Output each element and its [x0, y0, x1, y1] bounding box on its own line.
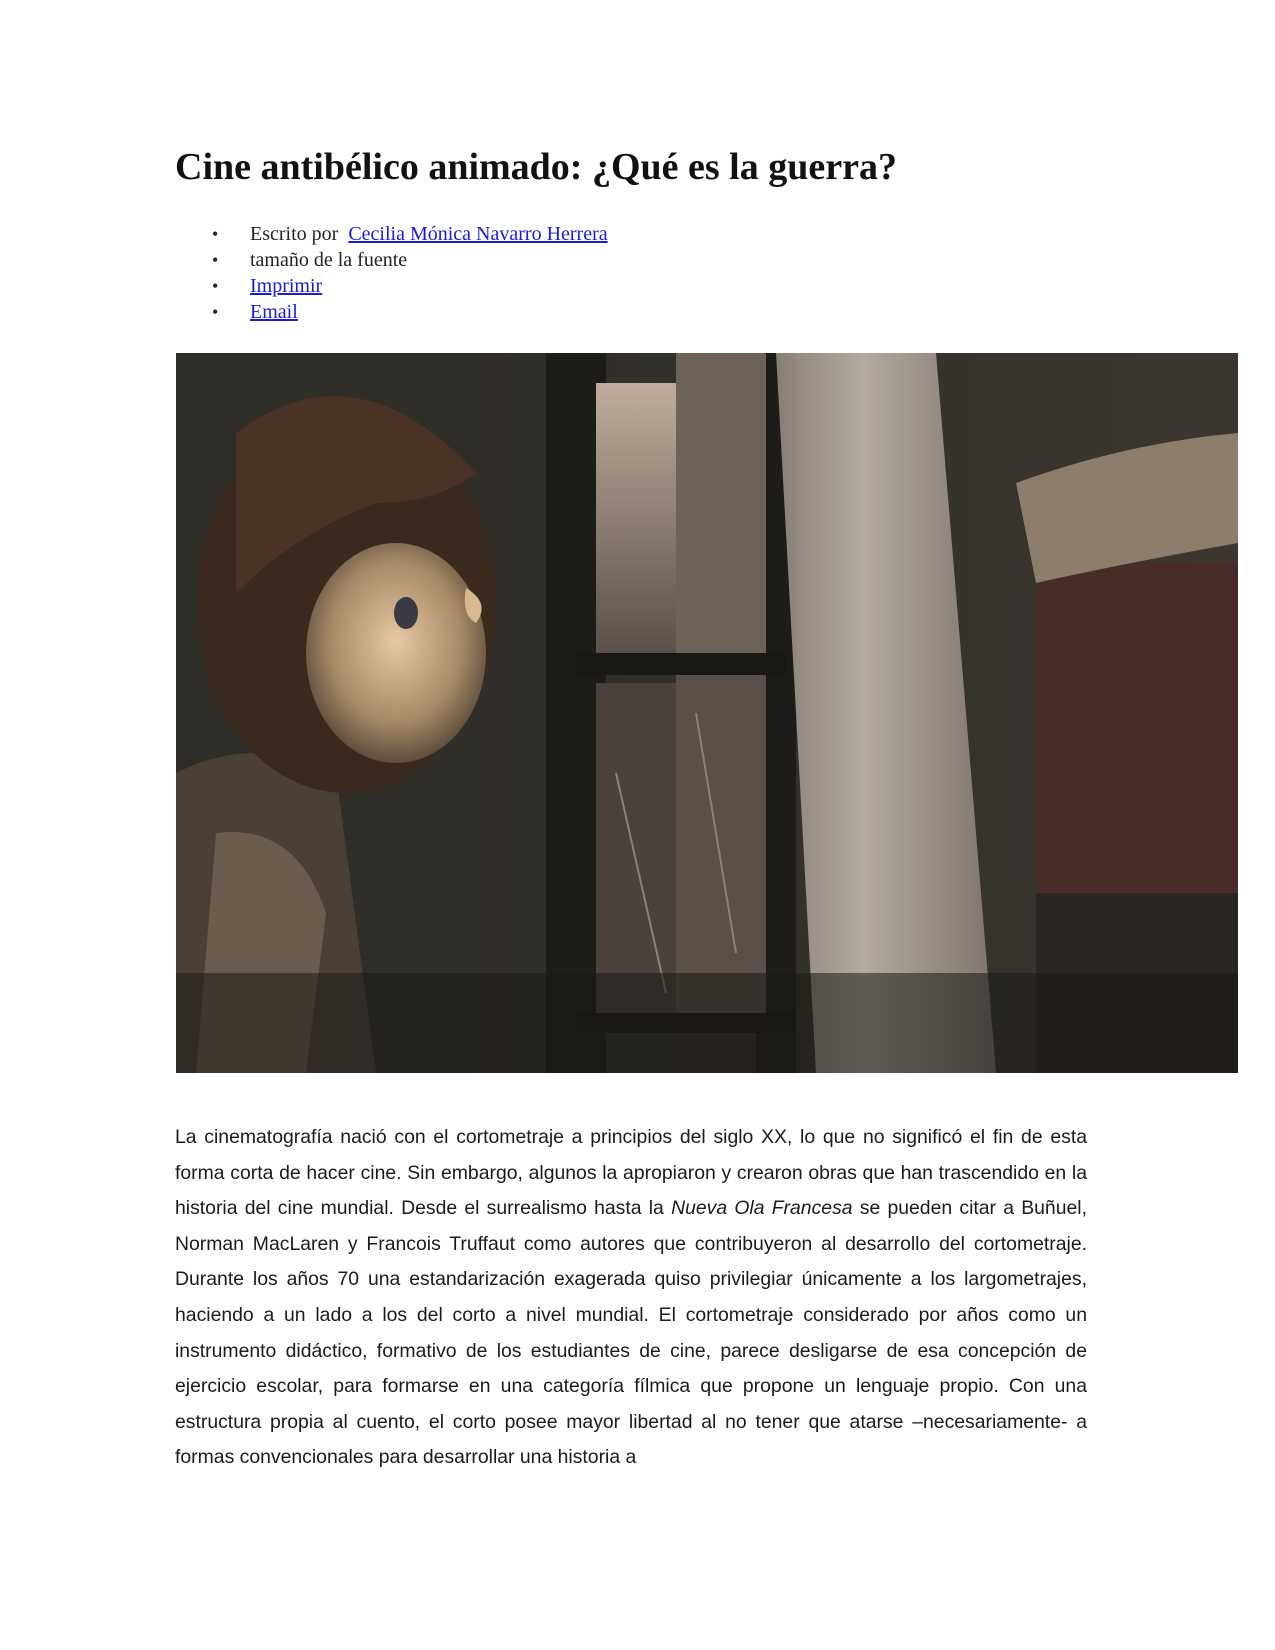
email-link[interactable]: Email	[250, 301, 298, 323]
body-emphasis: Nueva Ola Francesa	[671, 1197, 853, 1220]
meta-item-author	[175, 221, 608, 247]
meta-item-font-size	[175, 247, 608, 273]
font-size-label: tamaño de la fuente	[250, 249, 408, 271]
bullet-icon: •	[212, 276, 219, 296]
bullet-icon: •	[212, 224, 219, 244]
print-link[interactable]: Imprimir	[250, 275, 323, 297]
meta-item-email	[175, 299, 608, 325]
hero-illustration	[176, 353, 1238, 1073]
body-text-part-2: se pueden citar a Buñuel, Norman MacLaren y Francois Truffaut como autores que contribuyeron al desarrollo del cortometraje. Durante los años 70 una estandarización exagerada quiso privilegiar únicamente a los largometrajes, haciendo a un lado a los del corto a nivel mundial. El cortometraje considerado por años como un instrumento didáctico, formativo de los estudiantes de cine, parece desligarse de esa concepción de ejercicio escolar, para formarse en una categoría fílmica que propone un lenguaje propio. Con una estructura propia al cuento, el corto posee mayor libertad al no tener que atarse –necesariamente- a formas convencionales para desarrollar una historia a	[175, 1197, 1087, 1469]
meta-item-print	[175, 273, 608, 299]
article-meta-list	[175, 221, 608, 325]
hero-image	[176, 353, 1238, 1073]
body-text-part-1: La cinematografía nació con el cortometraje a principios del siglo XX, lo que no significó el fin de esta forma corta de hacer cine. Sin embargo, algunos la apropiaron y crearon obras que han trascendido en la historia del cine mundial. Desde el surrealismo hasta la	[175, 1126, 1087, 1220]
article-body	[175, 1120, 1087, 1476]
written-by-label: Escrito por	[250, 223, 339, 245]
author-link[interactable]: Cecilia Mónica Navarro Herrera	[348, 223, 608, 245]
bullet-icon: •	[212, 250, 219, 270]
article-title: Cine antibélico animado: ¿Qué es la guerra?	[175, 146, 897, 188]
bullet-icon: •	[212, 302, 219, 322]
